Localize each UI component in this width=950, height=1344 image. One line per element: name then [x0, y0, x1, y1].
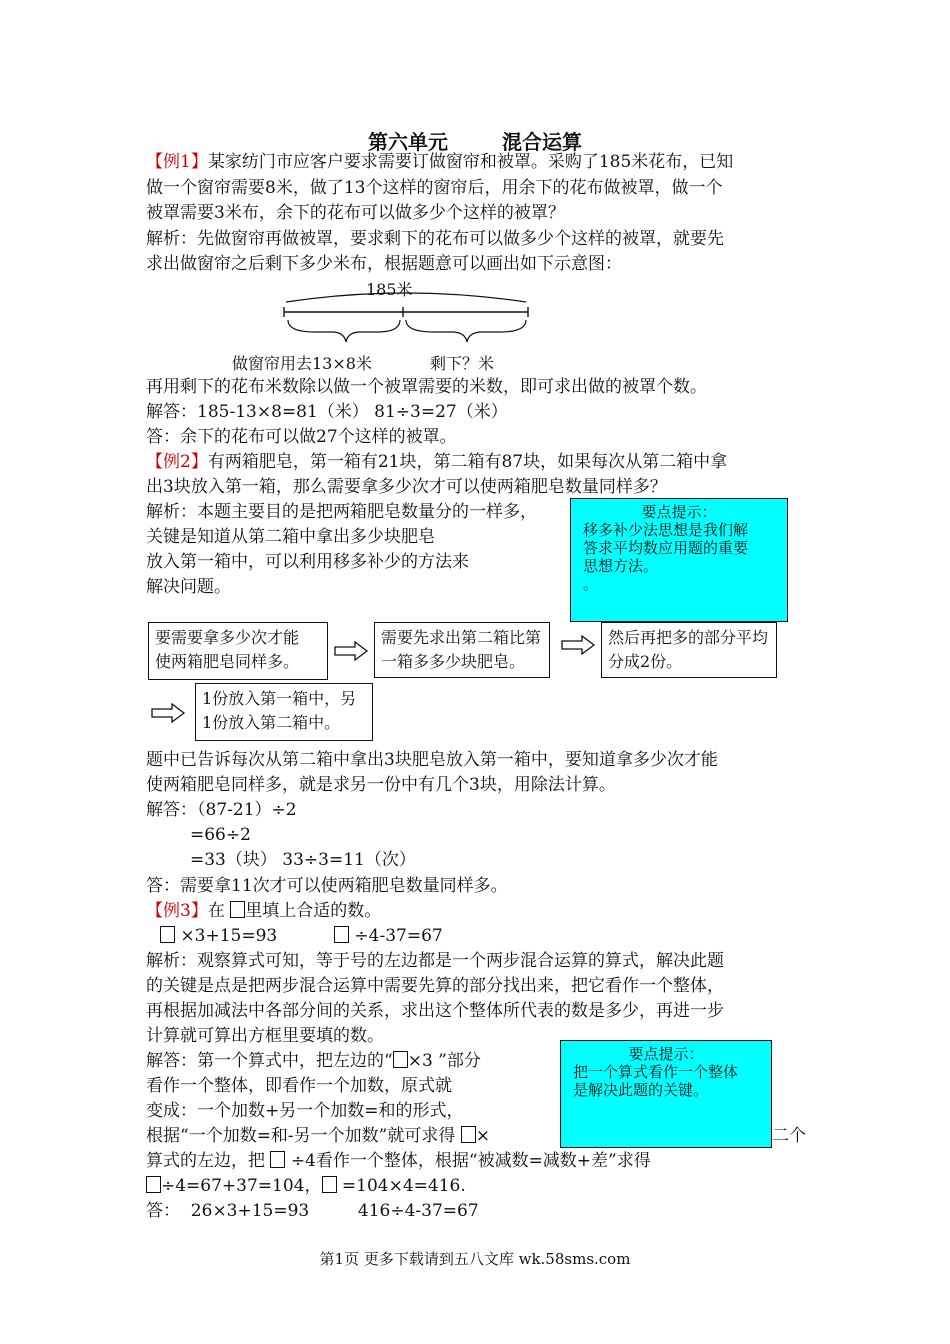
page-footer: 第1页 更多下载请到五八文库 wk.58sms.com: [319, 1250, 631, 1268]
ex2-body-line1: 题中已告诉每次从第二箱中拿出3块肥皂放入第一箱中，要知道拿多少次才能: [146, 750, 718, 770]
ex2-solution-line1: 解答：（87-21）÷2: [146, 800, 297, 820]
diagram-total-label: 185米: [366, 280, 413, 299]
tip1-line3: 思想方法。: [583, 557, 659, 575]
ex2-analysis-line1: 解析：本题主要目的是把两箱肥皂数量分的一样多，: [146, 502, 537, 522]
tip2-line2: 是解决此题的关键。: [573, 1081, 709, 1099]
flow-step-4: 1份放入第一箱中，另 1份放入第二箱中。: [195, 683, 373, 741]
ex2-tag: 【例2】: [146, 452, 208, 472]
blank-box: [230, 901, 245, 918]
diagram-right-label: 剩下？米: [430, 354, 495, 373]
ex2-analysis-line2: 关键是知道从第二箱中拿出多少块肥皂: [146, 527, 435, 547]
ex1-tag: 【例1】: [146, 152, 208, 172]
blank-box: [322, 1176, 337, 1193]
ex1-solution: 解答：185-13×8=81（米） 81÷3=27（米）: [146, 402, 508, 422]
ex2-question-line1: 【例2】有两箱肥皂，第一箱有21块，第二箱有87块，如果每次从第二箱中拿: [146, 452, 728, 472]
segment-diagram: [270, 288, 540, 348]
ex1-analysis-line2: 求出做窗帘之后剩下多少米布，根据题意可以画出如下示意图：: [146, 254, 622, 274]
title-topic: 混合运算: [501, 130, 582, 154]
ex3-solution-line1: 解答：第一个算式中，把左边的“ ×3 ”部分: [146, 1051, 481, 1071]
blank-box: [334, 926, 349, 943]
ex2-analysis-line3: 放入第一箱中，可以利用移多补少的方法来: [146, 552, 469, 572]
ex3-solution-line4-tail: 二个: [772, 1126, 806, 1146]
blank-box: [160, 926, 175, 943]
tip2-heading: 要点提示：: [628, 1045, 704, 1063]
flow-step-1: 要需要拿多少次才能 使两箱肥皂同样多。: [148, 622, 328, 680]
tip1-heading: 要点提示：: [641, 503, 717, 521]
title-unit: 第六单元: [368, 130, 449, 154]
ex3-analysis-line3: 再根据加减法中各部分间的关系，求出这个整体所代表的数是多少，再进一步: [146, 1001, 724, 1021]
ex3-solution-line2: 看作一个整体，即看作一个加数，原式就: [146, 1076, 452, 1096]
ex3-analysis-line4: 计算就可算出方框里要填的数。: [146, 1026, 384, 1046]
blank-box: [146, 1176, 161, 1193]
ex1-question-line2: 做一个窗帘需要8米，做了13个这样的窗帘后，用余下的花布做被罩，做一个: [146, 178, 723, 198]
ex2-solution-line3: =33（块） 33÷3=11（次）: [190, 850, 416, 870]
ex3-analysis-line1: 解析：观察算式可知，等于号的左边都是一个两步混合运算的算式，解决此题: [146, 951, 724, 971]
ex3-solution-line5: 算式的左边，把 ÷4看作一个整体，根据“被减数=减数+差”求得: [146, 1151, 651, 1171]
ex3-solution-line4: 根据“一个加数=和-另一个加数”就可求得 ×: [146, 1126, 491, 1146]
arrow-right-icon: [150, 702, 186, 724]
flow-step-2: 需要先求出第二箱比第 一箱多多少块肥皂。: [374, 622, 550, 678]
tip1-line4: 。: [583, 575, 599, 593]
ex1-analysis-line3: 再用剩下的花布米数除以做一个被罩需要的米数，即可求出做的被罩个数。: [146, 377, 707, 397]
arrow-right-icon: [560, 634, 596, 656]
ex1-question-line1: 【例1】某家纺门市应客户要求需要订做窗帘和被罩。采购了185米花布，已知: [146, 152, 734, 172]
diagram-left-label: 做窗帘用去13×8米: [232, 354, 372, 373]
ex3-solution-line3: 变成：一个加数+另一个加数=和的形式，: [146, 1101, 464, 1121]
ex1-answer: 答：余下的花布可以做27个这样的被罩。: [146, 427, 457, 447]
flow-step-3: 然后再把多的部分平均 分成2份。: [601, 622, 777, 678]
ex1-analysis-line1: 解析：先做窗帘再做被罩，要求剩下的花布可以做多少个这样的被罩，就要先: [146, 229, 724, 249]
top-brace: [286, 293, 526, 302]
ex3-analysis-line2: 的关键是点是把两步混合运算中需要先算的部分找出来，把它看作一个整体，: [146, 976, 724, 996]
tip1-line2: 答求平均数应用题的重要: [583, 539, 749, 557]
ex3-tag: 【例3】: [146, 901, 208, 921]
ex3-equation-1: ×3+15=93: [160, 926, 277, 946]
ex2-solution-line2: =66÷2: [190, 825, 251, 845]
ex2-body-line2: 使两箱肥皂同样多，就是求另一份中有几个3块，用除法计算。: [146, 775, 616, 795]
page-title: [0, 126, 950, 155]
ex2-answer: 答：需要拿11次才可以使两箱肥皂数量同样多。: [146, 876, 508, 896]
tip-box-2: [560, 1040, 772, 1148]
ex2-analysis-line4: 解决问题。: [146, 577, 231, 597]
ex1-question-line3: 被罩需要3米布，余下的花布可以做多少个这样的被罩？: [146, 203, 565, 223]
ex2-question-line2: 出3块放入第一箱，那么需要拿多少次才可以使两箱肥皂数量同样多？: [146, 477, 667, 497]
blank-box: [270, 1151, 285, 1168]
right-brace: [406, 320, 526, 342]
ex3-answer: 答： 26×3+15=93 416÷4-37=67: [146, 1201, 479, 1221]
blank-box: [461, 1126, 476, 1143]
ex3-question: 【例3】在 里填上合适的数。: [146, 901, 382, 921]
tip-box-1: [570, 498, 788, 622]
ex3-solution-line6: ÷4=67+37=104， =104×4=416.: [146, 1176, 466, 1196]
arrow-right-icon: [333, 640, 369, 662]
tip1-line1: 移多补少法思想是我们解: [583, 521, 749, 539]
left-brace: [288, 320, 400, 342]
blank-box: [393, 1051, 408, 1068]
ex3-equation-2: ÷4-37=67: [334, 926, 443, 946]
tip2-line1: 把一个算式看作一个整体: [573, 1063, 739, 1081]
